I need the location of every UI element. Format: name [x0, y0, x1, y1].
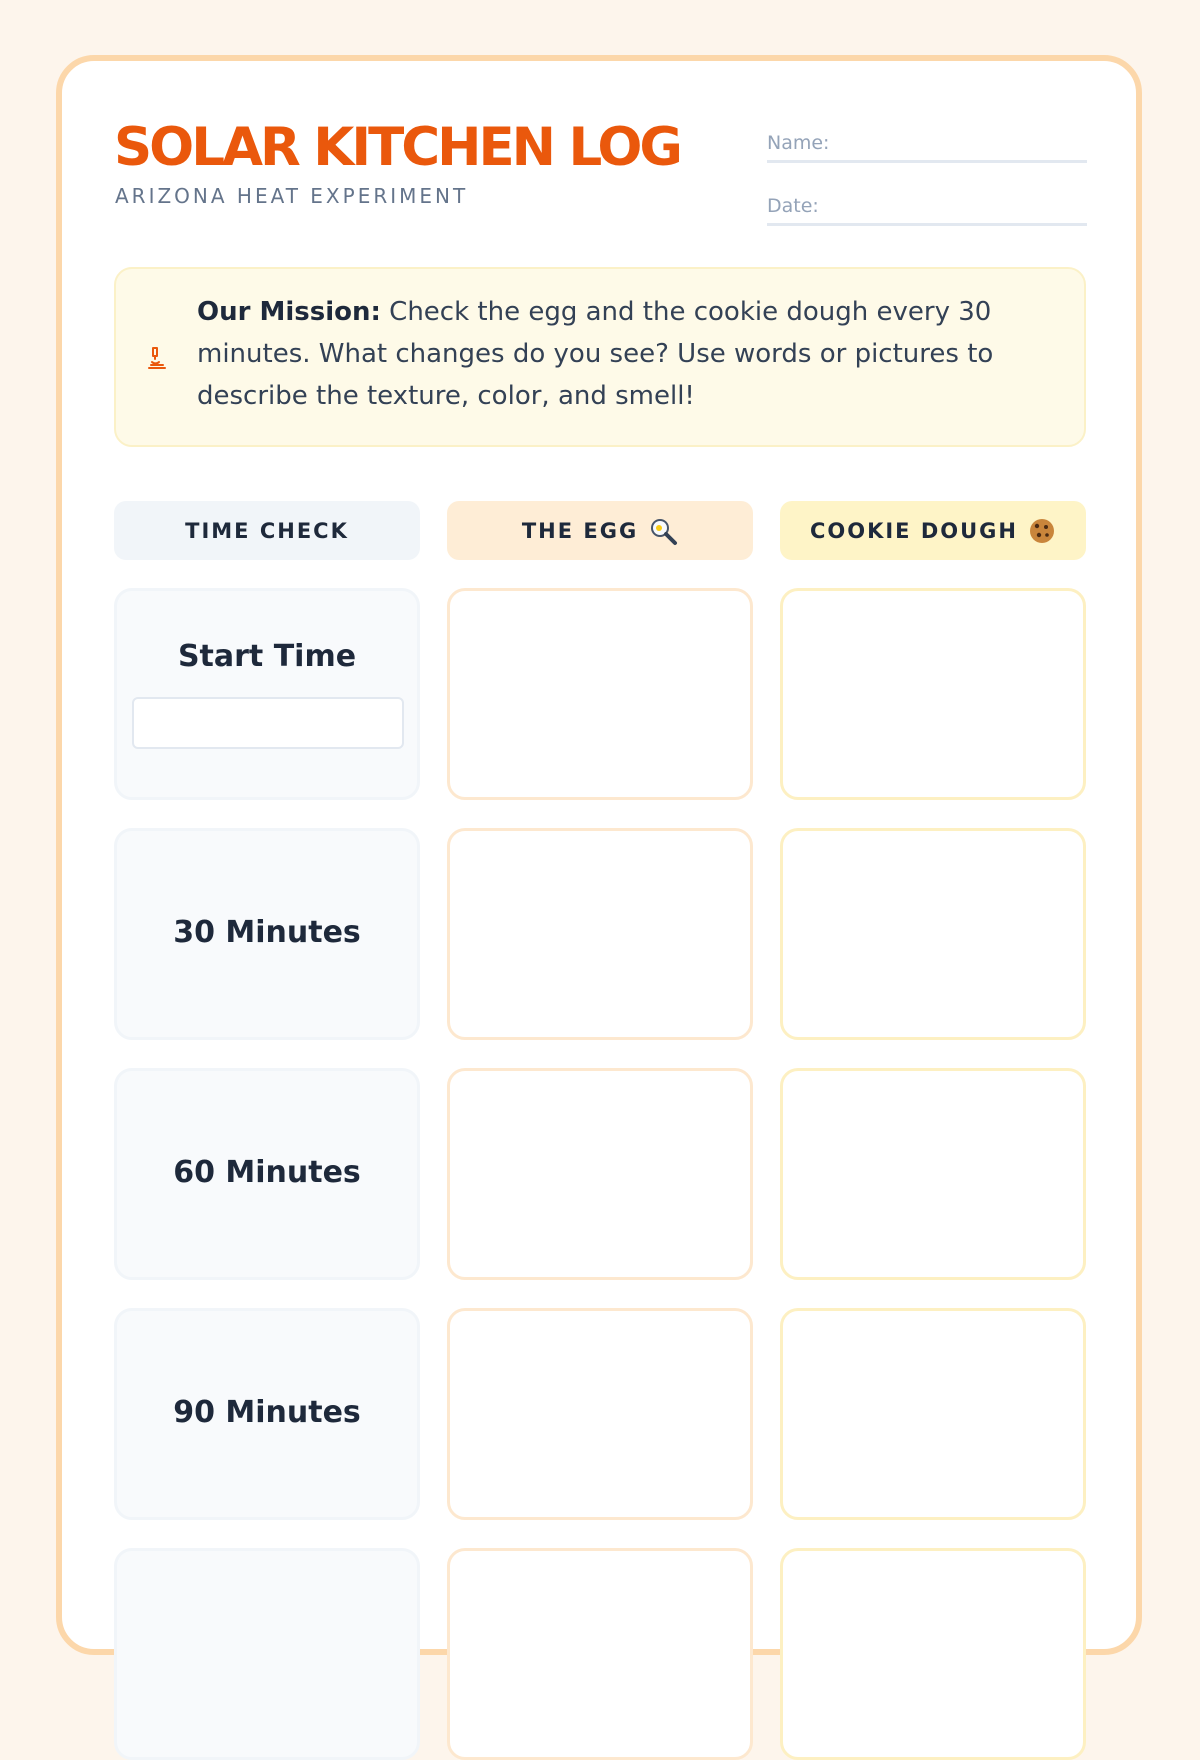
- egg-observation-cell[interactable]: [447, 1068, 753, 1280]
- name-label: Name:: [767, 132, 830, 154]
- column-header-time: [114, 501, 420, 560]
- time-cell: [114, 588, 420, 800]
- mission-body: Check the egg and the cookie dough every 30 minutes. What changes do you see? Use words or pictures to describe the texture, color, and smell!: [197, 297, 994, 411]
- mission-text: [197, 291, 1057, 417]
- start-time-input[interactable]: [132, 697, 404, 749]
- time-cell: [114, 1308, 420, 1520]
- microscope-icon: [144, 345, 170, 371]
- mission-lead: Our Mission:: [197, 297, 381, 327]
- time-label: Start Time: [177, 639, 357, 674]
- egg-observation-cell[interactable]: [447, 1548, 753, 1760]
- cookie-observation-cell[interactable]: [780, 1308, 1086, 1520]
- egg-observation-cell[interactable]: [447, 588, 753, 800]
- time-cell: [114, 1548, 420, 1760]
- column-header-cookie: [780, 501, 1086, 560]
- egg-column-label: THE EGG: [521, 518, 639, 543]
- mission-box: [114, 267, 1086, 447]
- cookie-column-label: COOKIE DOUGH: [809, 518, 1018, 543]
- egg-observation-cell[interactable]: [447, 1308, 753, 1520]
- time-label: 30 Minutes: [173, 915, 361, 950]
- time-label: 60 Minutes: [173, 1155, 361, 1190]
- page-subtitle: ARIZONA HEAT EXPERIMENT: [115, 184, 469, 208]
- cookie-observation-cell[interactable]: [780, 588, 1086, 800]
- column-header-egg: [447, 501, 753, 560]
- cookie-observation-cell[interactable]: [780, 1068, 1086, 1280]
- cookie-icon: [1028, 517, 1056, 545]
- name-field[interactable]: [767, 120, 1087, 163]
- frying-pan-icon: [648, 516, 678, 546]
- date-field[interactable]: [767, 183, 1087, 226]
- cookie-observation-cell[interactable]: [780, 1548, 1086, 1760]
- egg-observation-cell[interactable]: [447, 828, 753, 1040]
- cookie-observation-cell[interactable]: [780, 828, 1086, 1040]
- time-cell: [114, 828, 420, 1040]
- time-label: 90 Minutes: [173, 1395, 361, 1430]
- time-cell: [114, 1068, 420, 1280]
- date-label: Date:: [767, 195, 819, 217]
- page-title: SOLAR KITCHEN LOG: [114, 117, 680, 178]
- time-check-label: TIME CHECK: [185, 518, 349, 543]
